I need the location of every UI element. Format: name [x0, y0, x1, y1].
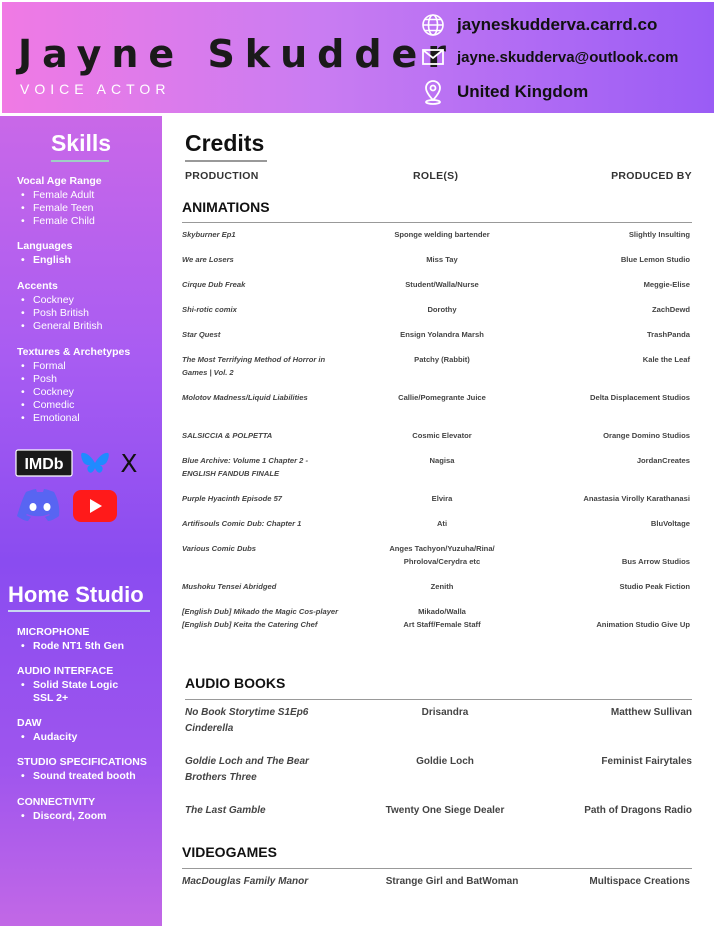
credit-producer: Slightly Insulting	[628, 230, 690, 239]
email-link[interactable]: jayne.skudderva@outlook.com	[457, 48, 679, 66]
skill-item: • Female Adult	[17, 189, 157, 202]
x-icon[interactable]	[117, 451, 141, 480]
credit-role: Drisandra	[421, 707, 469, 718]
home-studio-underline	[8, 610, 150, 612]
studio-item: • Audacity	[17, 731, 157, 744]
header	[0, 0, 716, 116]
credit-producer: Kale the Leaf	[642, 355, 690, 364]
skill-item: • Posh British	[17, 307, 157, 320]
credit-production: Goldie Loch and The Bear Brothers Three	[185, 756, 309, 783]
actor-name: Jayne Skudder	[18, 32, 457, 76]
email-row[interactable]	[420, 44, 678, 70]
studio-heading: AUDIO INTERFACE	[17, 665, 114, 677]
credit-production: Cirque Dub Freak	[182, 280, 246, 289]
credit-role: Patchy (Rabbit)	[414, 355, 470, 364]
credit-producer: ZachDewd	[652, 305, 690, 314]
credit-role: Miss Tay	[426, 255, 458, 264]
skill-group-heading: Vocal Age Range	[17, 175, 102, 187]
section-title-animations: ANIMATIONS	[182, 199, 270, 215]
skill-group-vocal-age	[17, 175, 157, 228]
actor-tagline: VOICE ACTOR	[20, 81, 171, 97]
credit-role: Nagisa	[429, 456, 455, 465]
credit-role: Goldie Loch	[416, 756, 474, 767]
credit-production: Molotov Madness/Liquid Liabilities	[182, 393, 308, 402]
credit-role: Dorothy	[427, 305, 457, 314]
credit-production: MacDouglas Family Manor	[182, 876, 309, 887]
skill-item: • Posh	[17, 373, 157, 386]
credit-role: Callie/Pomegrante Juice	[398, 393, 486, 402]
credit-role: Student/Walla/Nurse	[405, 280, 479, 289]
studio-item: • Sound treated booth	[17, 770, 157, 783]
section-title-audiobooks: AUDIO BOOKS	[185, 675, 286, 691]
credit-producer: Bus Arrow Studios	[621, 556, 690, 566]
credit-production: No Book Storytime S1Ep6 Cinderella	[185, 707, 309, 734]
credit-production: SALSICCIA & POLPETTA	[182, 431, 273, 440]
studio-group-audio-interface	[17, 665, 157, 705]
credit-role: Cosmic Elevator	[412, 431, 472, 440]
imdb-label: IMDb	[24, 456, 64, 473]
credit-role: Ati	[436, 519, 448, 528]
credit-producer: Matthew Sullivan	[610, 707, 692, 718]
studio-group-microphone	[17, 626, 157, 653]
studio-heading: STUDIO SPECIFICATIONS	[17, 756, 147, 768]
column-header-producer: PRODUCED BY	[611, 170, 692, 182]
skill-group-heading: Accents	[17, 280, 58, 292]
skill-group-heading: Textures & Archetypes	[17, 346, 131, 358]
credit-role: Elvira	[431, 494, 453, 503]
credit-production: Star Quest	[182, 330, 221, 339]
credit-production: Shi-rotic comix	[182, 305, 237, 314]
studio-item: • Solid State Logic SSL 2+	[17, 679, 141, 705]
skill-item: • Emotional	[17, 412, 157, 425]
credit-role: Ensign Yolandra Marsh	[400, 330, 484, 339]
skill-item: • General British	[17, 320, 157, 333]
credit-production: We are Losers	[182, 255, 234, 264]
location-pin-icon	[420, 79, 446, 105]
column-header-production: PRODUCTION	[185, 170, 259, 182]
studio-group-specifications	[17, 756, 157, 783]
credit-producer: Meggie-Elise	[643, 280, 690, 289]
credit-production: The Last Gamble	[185, 805, 266, 816]
credit-role: Twenty One Siege Dealer	[385, 805, 505, 816]
skill-group-languages	[17, 240, 157, 267]
location-text: United Kingdom	[457, 82, 589, 101]
sidebar	[0, 116, 162, 926]
mail-icon	[420, 44, 446, 70]
credit-producer: Feminist Fairytales	[601, 756, 692, 767]
skill-group-textures	[17, 346, 157, 425]
credit-production: Mushoku Tensei Abridged	[182, 582, 277, 591]
section-rule	[185, 699, 692, 700]
location-row	[420, 79, 588, 105]
skill-item: • Cockney	[17, 386, 157, 399]
x-label: X	[120, 451, 138, 475]
website-row[interactable]	[420, 12, 657, 38]
studio-heading: MICROPHONE	[17, 626, 90, 638]
credit-production: The Most Terrifying Method of Horror in Games | Vol. 2	[182, 355, 326, 377]
credit-production: Purple Hyacinth Episode 57	[182, 494, 283, 503]
credit-production: Various Comic Dubs	[182, 544, 256, 553]
credits-title: Credits	[185, 130, 265, 156]
skill-group-accents	[17, 280, 157, 333]
studio-heading: CONNECTIVITY	[17, 796, 96, 808]
credit-producer: JordanCreates	[636, 456, 690, 465]
bluesky-icon[interactable]	[80, 451, 110, 482]
skills-title: Skills	[50, 130, 112, 156]
credit-producer: Studio Peak Fiction	[619, 582, 690, 591]
discord-icon[interactable]	[16, 488, 64, 529]
studio-group-connectivity	[17, 796, 157, 823]
studio-item: • Discord, Zoom	[17, 810, 157, 823]
credit-production: Artifisouls Comic Dub: Chapter 1	[182, 519, 302, 528]
credit-producer: Anastasia Virolly Karathanasi	[583, 494, 690, 503]
studio-group-daw	[17, 717, 157, 744]
credit-producer: Path of Dragons Radio	[584, 805, 692, 816]
skill-item: • Female Teen	[17, 202, 157, 215]
section-title-videogames: VIDEOGAMES	[182, 844, 277, 860]
section-rule	[182, 222, 692, 223]
credit-production: [English Dub] Mikado the Magic Cos-player [English Dub] Keita the Catering Chef	[182, 607, 339, 629]
skill-item: • Female Child	[17, 215, 157, 228]
youtube-icon[interactable]	[73, 490, 117, 527]
skills-underline	[51, 160, 109, 162]
studio-heading: DAW	[17, 717, 42, 729]
credits-panel	[162, 116, 716, 926]
credit-producer: BluVoltage	[650, 519, 690, 528]
credit-producer: Animation Studio Give Up	[596, 619, 690, 629]
skill-item: • Formal	[17, 360, 157, 373]
credit-producer: Blue Lemon Studio	[620, 255, 690, 264]
section-rule	[182, 868, 692, 869]
home-studio-title: Home Studio	[8, 582, 144, 607]
credit-role: Anges Tachyon/Yuzuha/Rina/ Phrolova/Cerydra etc	[389, 544, 495, 566]
credit-role: Sponge welding bartender	[394, 230, 490, 239]
credit-production: Skyburner Ep1	[182, 230, 236, 239]
skill-item: • English	[17, 254, 157, 267]
credit-role: Mikado/Walla Art Staff/Female Staff	[403, 607, 481, 629]
credit-producer: Multispace Creations	[589, 876, 690, 887]
credit-role: Zenith	[430, 582, 454, 591]
studio-item: • Rode NT1 5th Gen	[17, 640, 157, 653]
imdb-icon[interactable]	[15, 449, 73, 482]
website-link[interactable]: jayneskudderva.carrd.co	[457, 15, 658, 34]
credit-producer: Delta Displacement Studios	[589, 393, 690, 402]
credit-producer: Orange Domino Studios	[603, 431, 690, 440]
skill-group-heading: Languages	[17, 240, 73, 252]
skill-item: • Cockney	[17, 294, 157, 307]
column-header-roles: ROLE(S)	[413, 170, 459, 182]
credits-underline	[185, 160, 267, 162]
credit-role: Strange Girl and BatWoman	[385, 876, 519, 887]
globe-icon	[420, 12, 446, 38]
skill-item: • Comedic	[17, 399, 157, 412]
credit-producer: TrashPanda	[646, 330, 690, 339]
credit-production: Blue Archive: Volume 1 Chapter 2 - ENGLISH FANDUB FINALE	[182, 456, 309, 478]
